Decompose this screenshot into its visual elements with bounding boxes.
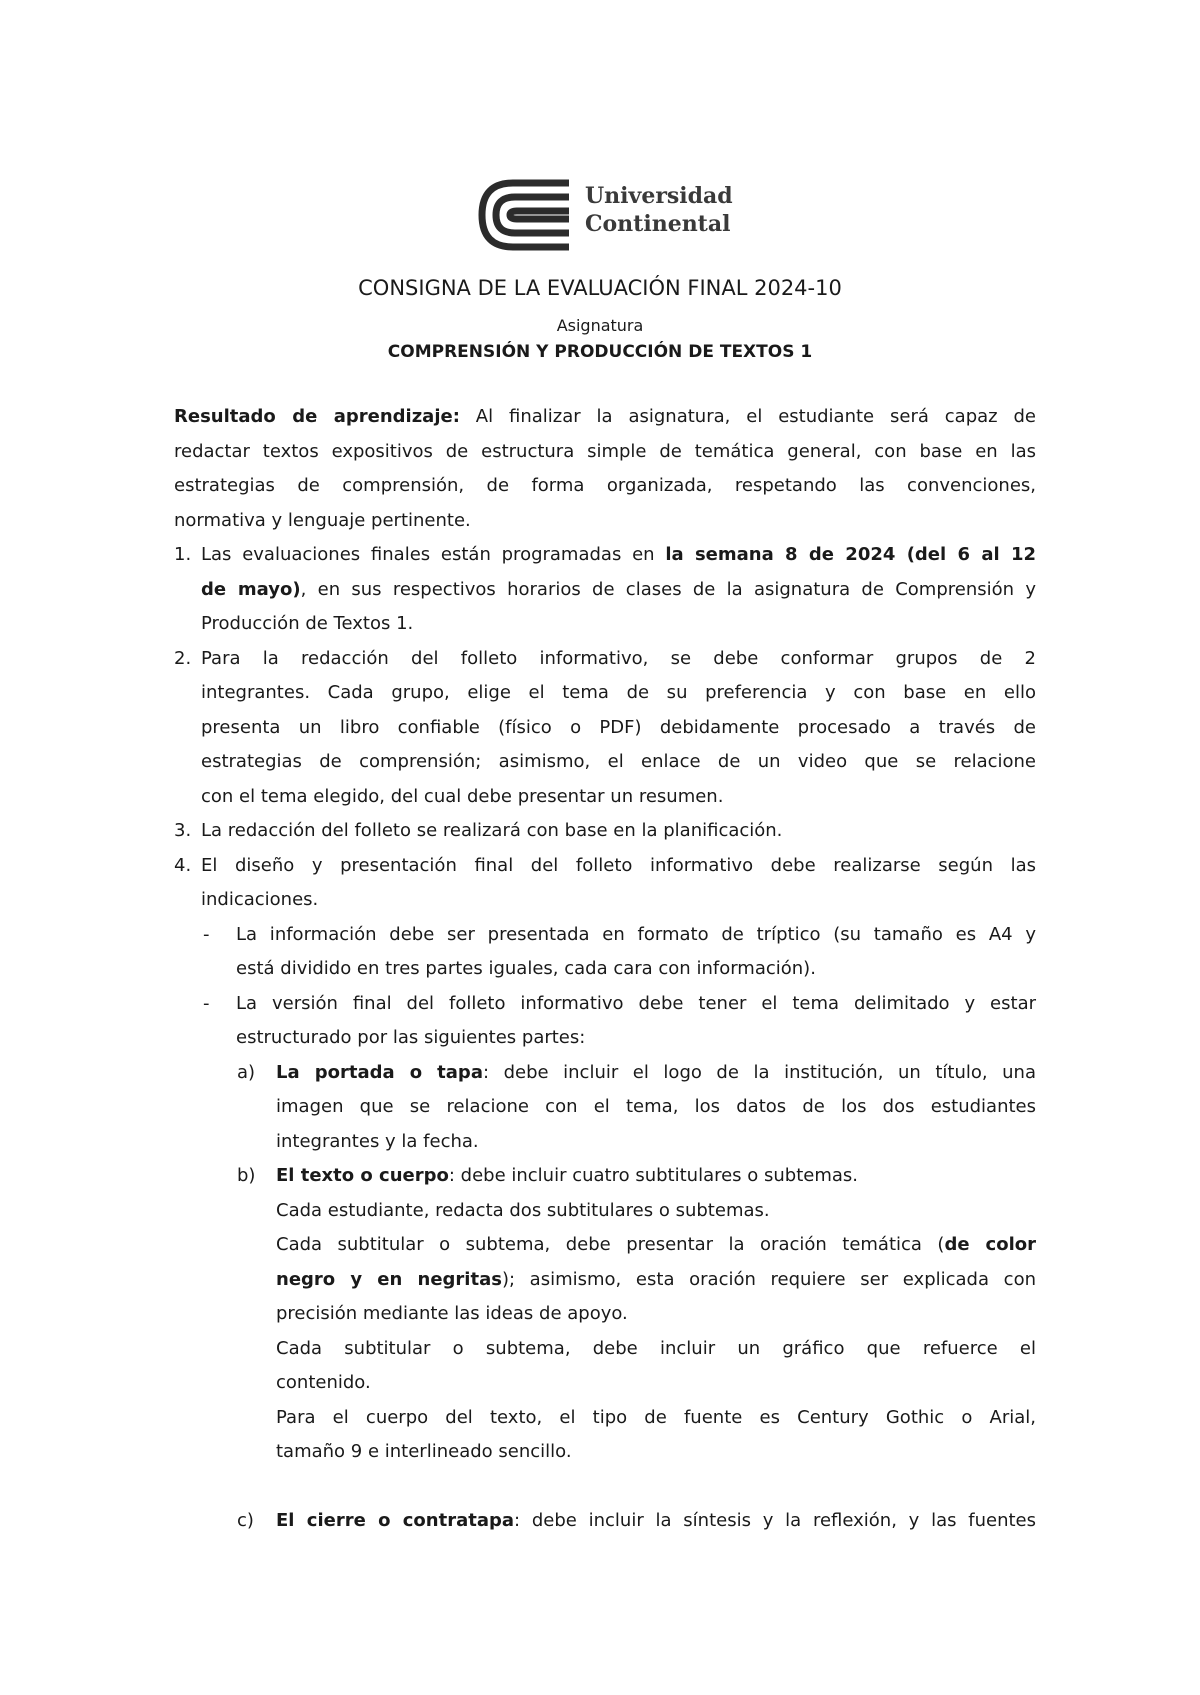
list-item-4: 4. El diseño y presentación final del folleto informativo debe realizarse según las indicaciones. <box>174 849 1036 918</box>
learning-outcome <box>174 400 1036 538</box>
outcome-text: redactar textos expositivos de estructura simple de temática general, con base en las <box>174 440 1036 462</box>
subject-name: COMPRENSIÓN Y PRODUCCIÓN DE TEXTOS 1 <box>387 342 813 362</box>
dash-marker: - <box>203 992 210 1014</box>
part-b-body: b) El texto o cuerpo: debe incluir cuatro subtitulares o subtemas. Cada estudiante, redacta dos subtitulares o subtemas. Cada subtitular o subtema, debe presentar la oración temática (de color negro y en negritas); asimismo, esta oración requiere ser explicada con precisión mediante las ideas de apoyo. Cada subtitular o subtema, debe incluir un gráfico que refuerce el contenido. Para el cuerpo del texto, el tipo de fuente es Century Gothic o Arial, tamaño 9 e interlineado sencillo. <box>174 1159 1036 1470</box>
list-number: 2. <box>174 647 192 669</box>
outcome-text: normativa y lenguaje pertinente. <box>174 509 471 531</box>
document-body <box>174 400 1036 1538</box>
list-item-3: 3. La redacción del folleto se realizará con base en la planificación. <box>174 814 1036 849</box>
subject-label: Asignatura <box>556 316 644 335</box>
outcome-text: estrategias de comprensión, de forma organizada, respetando las convenciones, <box>174 475 1036 496</box>
list-number: 4. <box>174 854 192 876</box>
document-title: CONSIGNA DE LA EVALUACIÓN FINAL 2024-10 <box>358 276 842 300</box>
part-marker: c) <box>237 1509 254 1531</box>
list-number: 1. <box>174 544 192 565</box>
outcome-text: Al finalizar la asignatura, el estudiante será capaz de <box>459 406 1036 427</box>
part-a-cover: a) La portada o tapa: debe incluir el logo de la institución, un título, una imagen que se relacione con el tema, los datos de los dos estudiantes integrantes y la fecha. <box>174 1056 1036 1160</box>
list-number: 3. <box>174 820 192 841</box>
dash-item-structure: - La versión final del folleto informativo debe tener el tema delimitado y estar estructurado por las siguientes partes: <box>174 987 1036 1056</box>
logo-wordmark: Universidad Continental <box>585 183 733 237</box>
list-item-1: 1. Las evaluaciones finales están programadas en la semana 8 de 2024 (del 6 al 12 de mayo), en sus respectivos horarios de clases de la asignatura de Comprensión y Producción de Textos 1. <box>174 538 1036 642</box>
list-item-2: 2. Para la redacción del folleto informativo, se debe conformar grupos de 2 integrantes. Cada grupo, elige el tema de su preferencia y con base en ello presenta un libro confiable (físico o PDF) debidamente procesado a través de estrategias de comprensión; asimismo, el enlace de un video que se relacione con el tema elegido, del cual debe presentar un resumen. <box>174 642 1036 815</box>
logo-emblem-icon <box>477 178 573 252</box>
part-marker: b) <box>237 1165 256 1186</box>
outcome-label: Resultado de aprendizaje: <box>174 406 460 427</box>
part-c-closing: c) El cierre o contratapa: debe incluir la síntesis y la reflexión, y las fuentes <box>174 1504 1036 1539</box>
part-marker: a) <box>237 1061 256 1083</box>
university-logo <box>477 176 737 256</box>
spacer <box>174 1470 1036 1504</box>
dash-item-format: - La información debe ser presentada en formato de tríptico (su tamaño es A4 y está dividido en tres partes iguales, cada cara con información). <box>174 918 1036 987</box>
dash-marker: - <box>203 923 210 945</box>
